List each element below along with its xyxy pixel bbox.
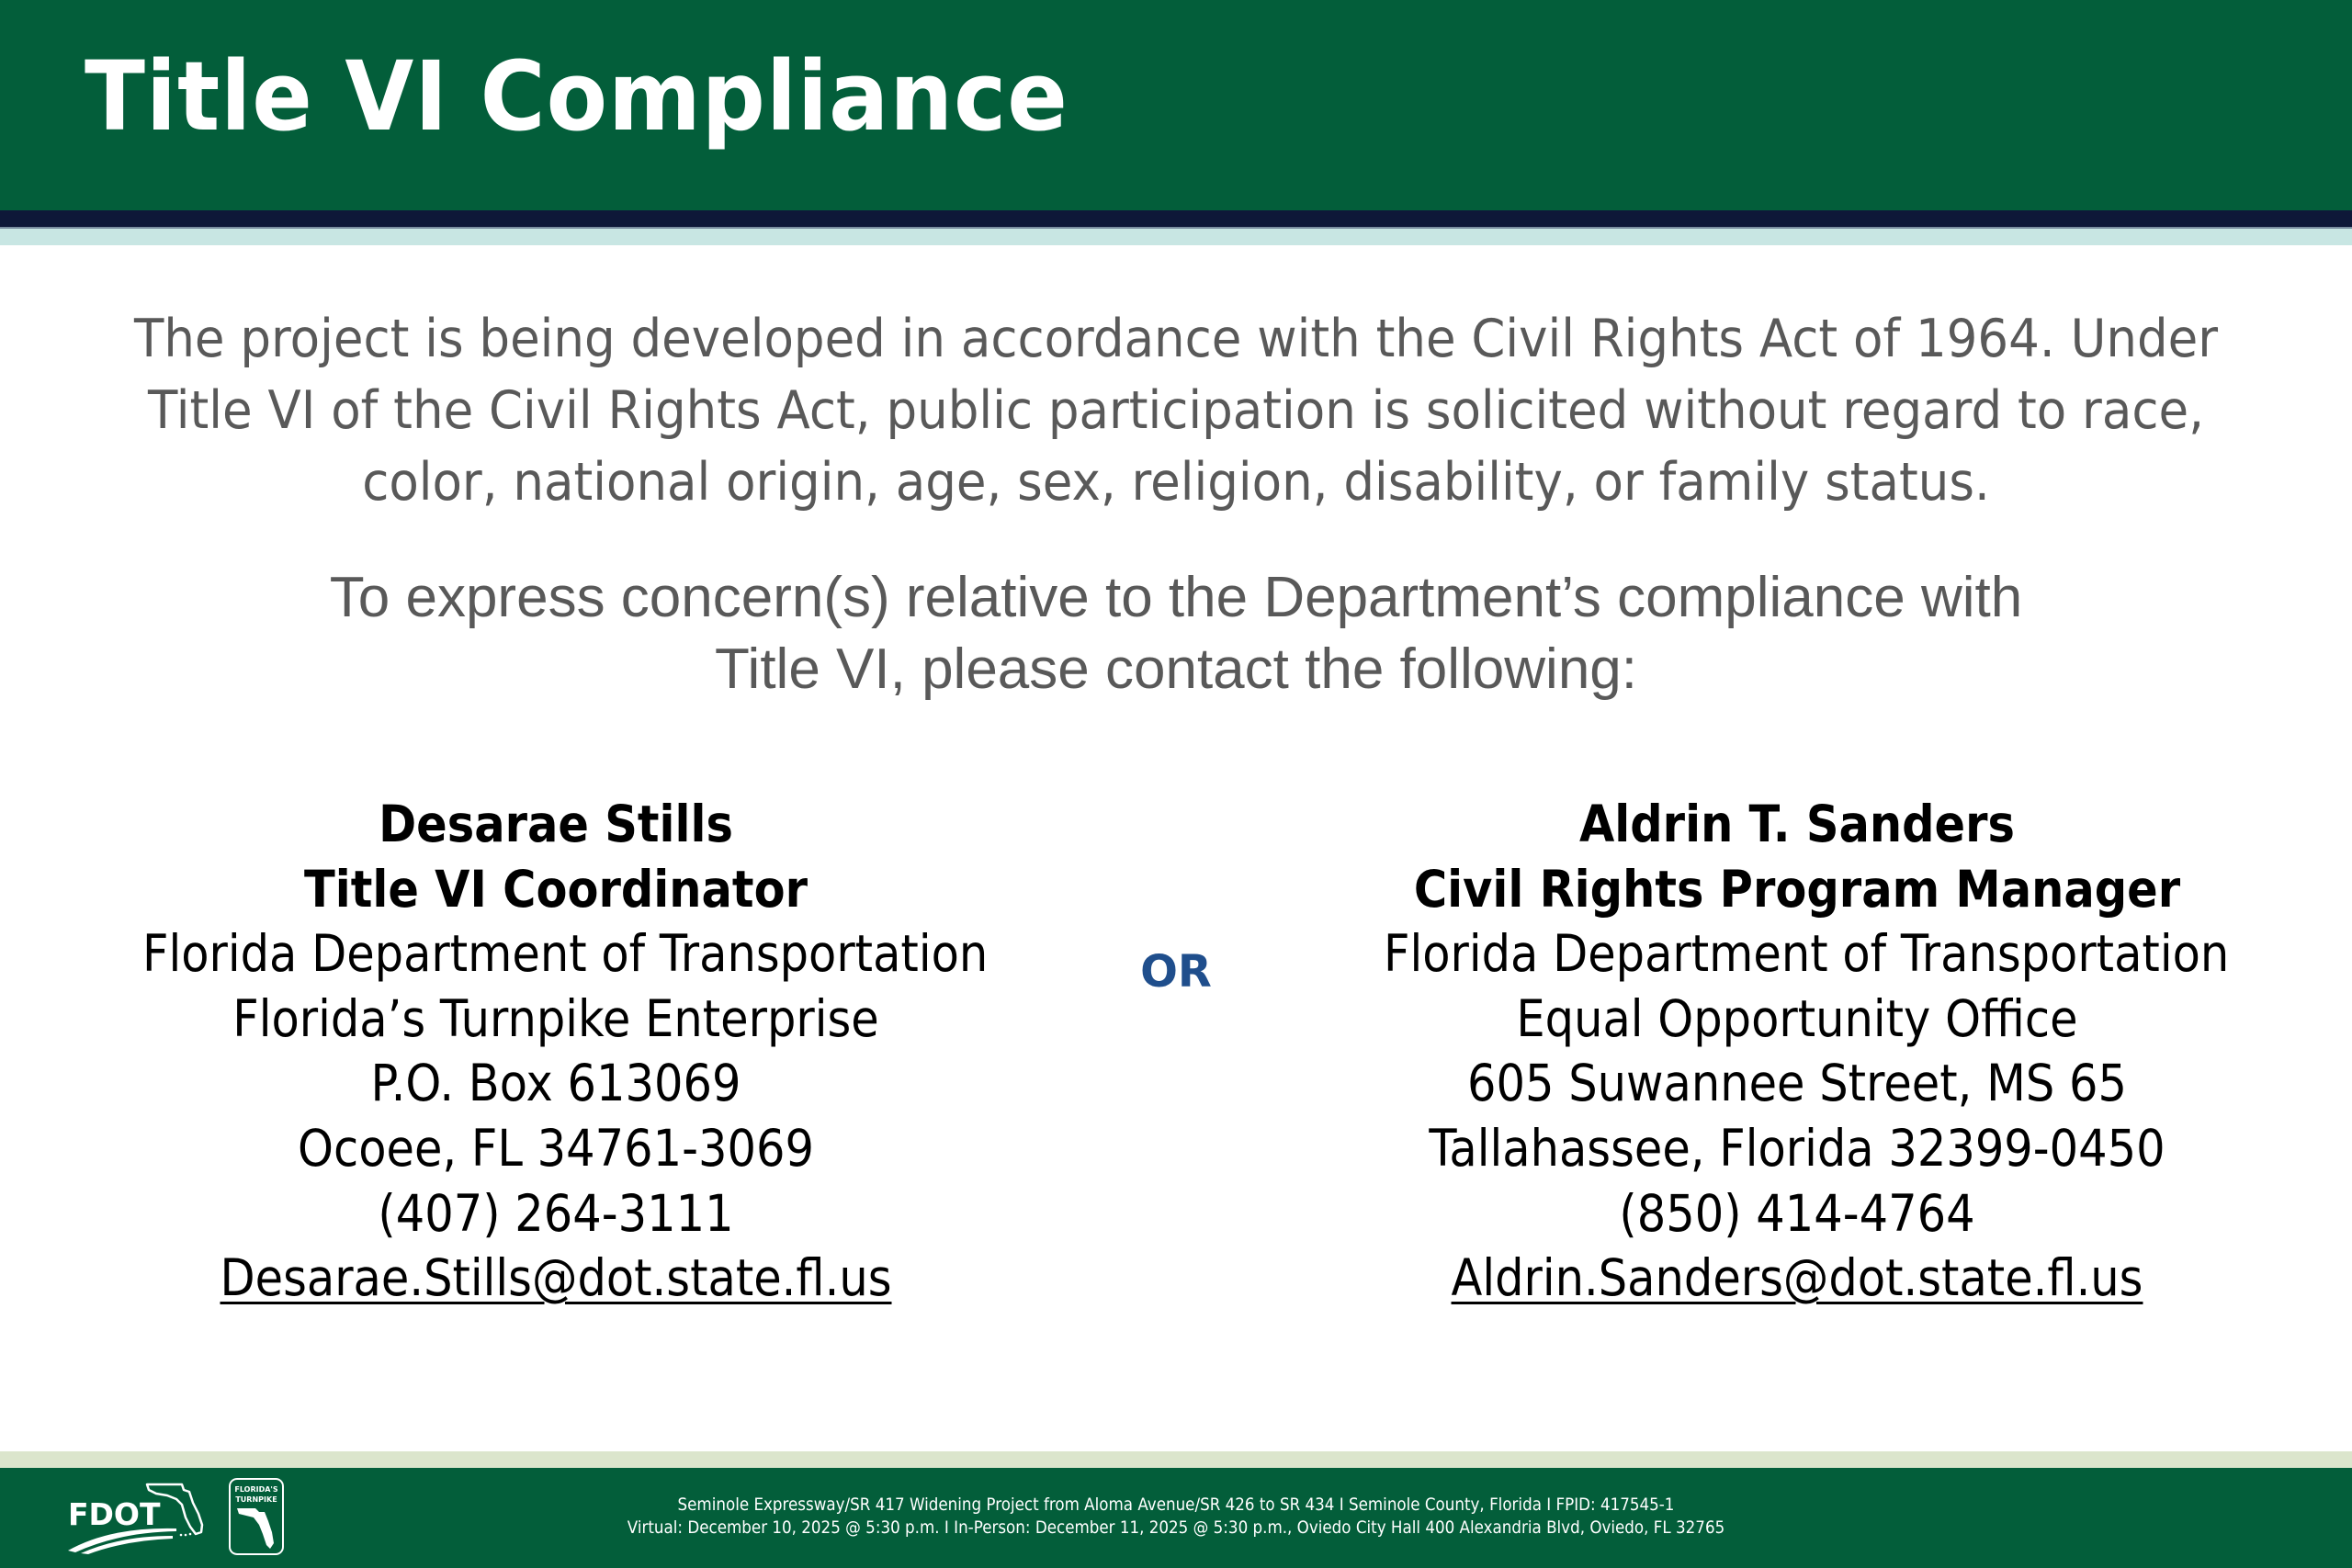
contact-address-line1: 605 Suwannee Street, MS 65	[1467, 1054, 2127, 1113]
contact-organization: Florida Department of Transportation	[142, 924, 989, 984]
or-separator: OR	[1140, 946, 1212, 998]
contact-title: Civil Rights Program Manager	[1413, 859, 2181, 919]
contact-address-line1: P.O. Box 613069	[370, 1054, 741, 1113]
footer-divider-stripe	[0, 1451, 2352, 1468]
contact-name: Desarae Stills	[379, 795, 733, 853]
contact-card-civil-rights-manager	[1338, 792, 2256, 1311]
intro-paragraph	[83, 303, 2270, 518]
contact-address-line2: Tallahassee, Florida 32399-0450	[1429, 1118, 2165, 1178]
contact-organization: Florida Department of Transportation	[1384, 924, 2230, 984]
header-band	[0, 0, 2352, 210]
contact-address-line2: Ocoee, FL 34761-3069	[298, 1118, 814, 1178]
intro-line: The project is being developed in accordance with the Civil Rights Act of 1964. Under	[133, 309, 2219, 369]
contact-phone: (850) 414-4764	[1619, 1183, 1975, 1243]
teal-divider-stripe	[0, 229, 2352, 245]
contact-email-link[interactable]: Desarae.Stills@dot.state.fl.us	[220, 1248, 892, 1308]
intro-line: Title VI of the Civil Rights Act, public participation is solicited without regard to race,	[148, 380, 2204, 441]
svg-text:FDOT: FDOT	[68, 1496, 161, 1532]
navy-divider-stripe	[0, 210, 2352, 228]
contact-card-title-vi-coordinator	[96, 792, 1015, 1311]
footer-band	[0, 1468, 2352, 1568]
contact-email-link[interactable]: Aldrin.Sanders@dot.state.fl.us	[1451, 1248, 2143, 1308]
page-title: Title VI Compliance	[85, 40, 1069, 152]
footer-project-line: Seminole Expressway/SR 417 Widening Project from Aloma Avenue/SR 426 to SR 434 I Seminole County, Florida I FPID: 417545-1	[677, 1495, 1675, 1515]
contact-prompt-paragraph	[0, 562, 2352, 705]
contact-prompt-line: Title VI, please contact the following:	[714, 637, 1638, 701]
contact-division: Equal Opportunity Office	[1516, 988, 2078, 1048]
svg-text:FLORIDA'S: FLORIDA'S	[234, 1485, 278, 1494]
intro-line: color, national origin, age, sex, religion, disability, or family status.	[362, 452, 1990, 513]
contact-prompt-line: To express concern(s) relative to the Department’s compliance with	[329, 566, 2023, 629]
footer-meeting-line: Virtual: December 10, 2025 @ 5:30 p.m. I In-Person: December 11, 2025 @ 5:30 p.m., Oviedo City Hall 400 Alexandria Blvd, Oviedo, FL 32765	[627, 1517, 1725, 1538]
contact-title: Title VI Coordinator	[303, 859, 808, 919]
contact-name: Aldrin T. Sanders	[1578, 795, 2016, 853]
svg-text:TURNPIKE: TURNPIKE	[235, 1495, 277, 1504]
contact-division: Florida’s Turnpike Enterprise	[232, 988, 879, 1048]
footer-project-info	[0, 1494, 2352, 1540]
contact-phone: (407) 264-3111	[378, 1183, 734, 1243]
